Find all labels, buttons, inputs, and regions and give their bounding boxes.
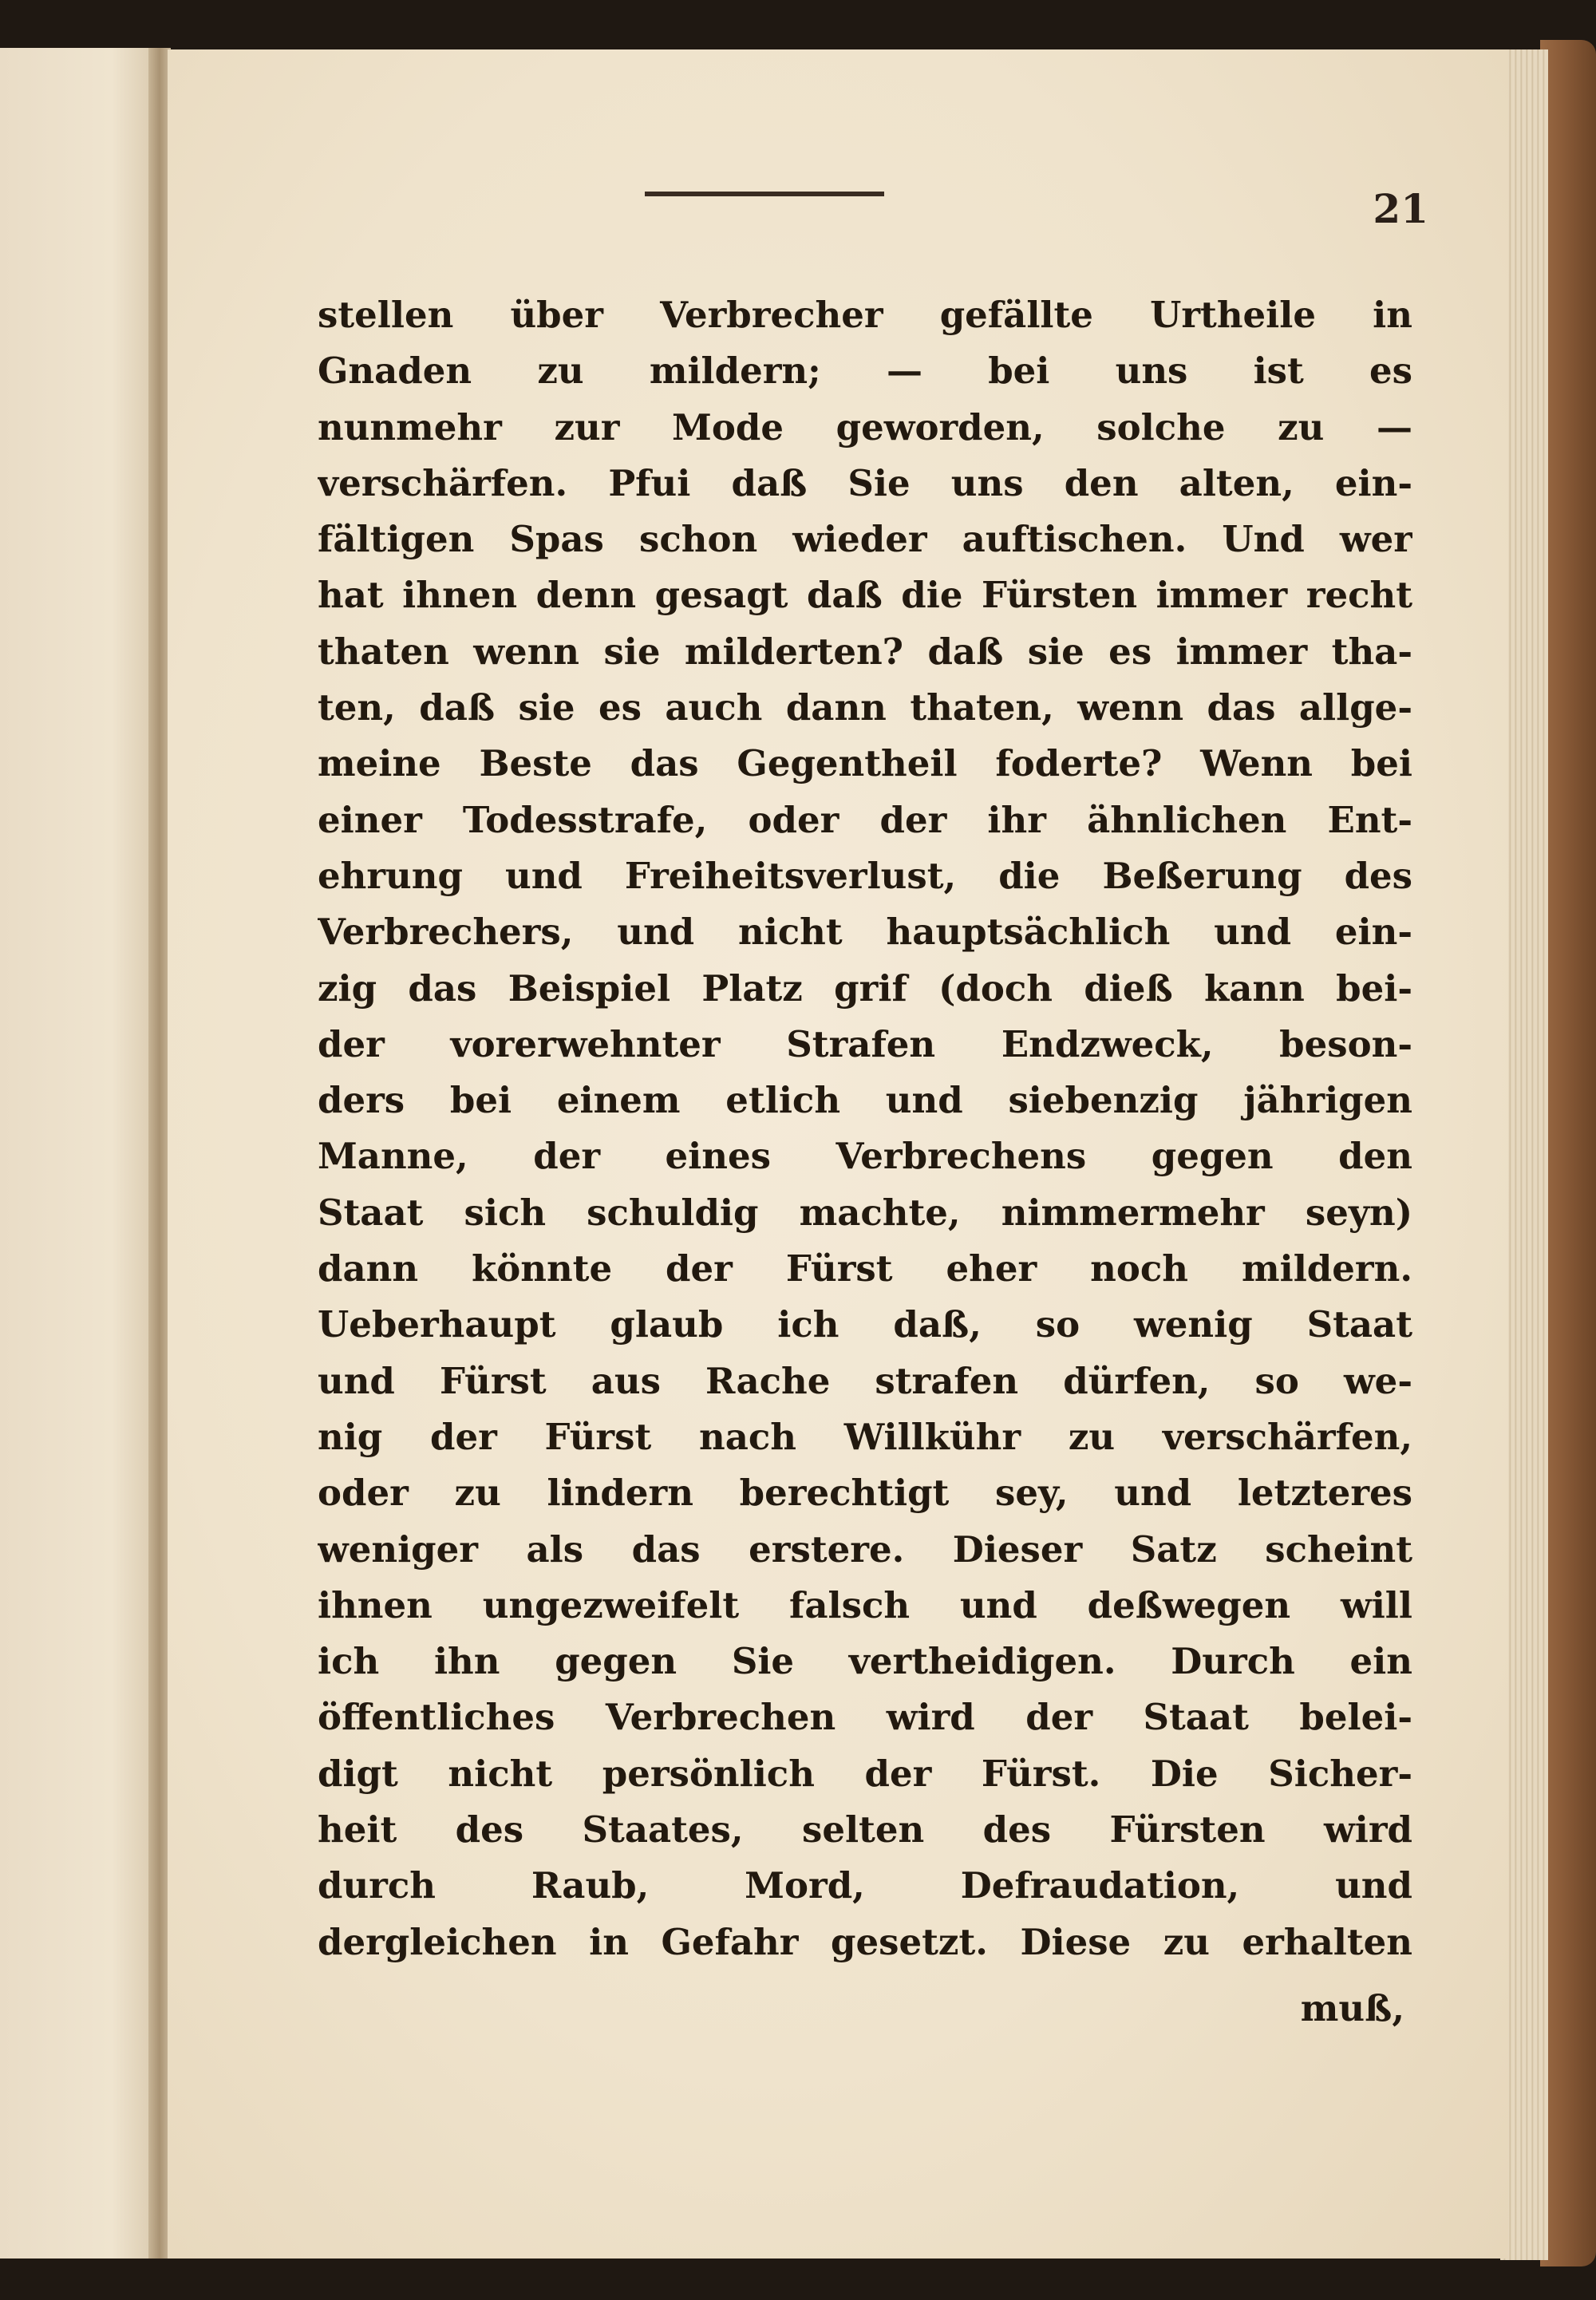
text-line: Staat sich schuldig machte, nimmermehr seyn) (318, 1191, 1412, 1234)
text-line: verschärfen. Pfui daß Sie uns den alten, ein- (318, 461, 1412, 504)
text-line: einer Todesstrafe, oder der ihr ähnlichen Ent- (318, 798, 1412, 841)
text-line: oder zu lindern berechtigt sey, und letzteres (318, 1472, 1412, 1515)
text-line: ders bei einem etlich und siebenzig jährigen (318, 1079, 1412, 1122)
text-line: digt nicht persönlich der Fürst. Die Sicher- (318, 1752, 1412, 1795)
body-text (318, 287, 1412, 1970)
text-line: öffentliches Verbrechen wird der Staat belei- (318, 1696, 1412, 1739)
text-line: Verbrechers, und nicht hauptsächlich und ein- (318, 911, 1412, 954)
text-line: nunmehr zur Mode geworden, solche zu — (318, 405, 1412, 449)
text-line: heit des Staates, selten des Fürsten wird (318, 1808, 1412, 1851)
text-line: ten, daß sie es auch dann thaten, wenn das allge- (318, 686, 1412, 729)
book-page (168, 49, 1508, 2259)
text-line: dann könnte der Fürst eher noch mildern. (318, 1247, 1412, 1290)
text-line: Manne, der eines Verbrechens gegen den (318, 1135, 1412, 1178)
text-line: dergleichen in Gefahr gesetzt. Diese zu erhalten (318, 1920, 1412, 1963)
text-line: Gnaden zu mildern; — bei uns ist es (318, 350, 1412, 393)
text-line: nig der Fürst nach Willkühr zu verschärfen, (318, 1415, 1412, 1458)
text-line: ehrung und Freiheitsverlust, die Beßerung des (318, 854, 1412, 897)
text-line: zig das Beispiel Platz grif (doch dieß kann bei- (318, 966, 1412, 1010)
left-page-edge (0, 48, 160, 2259)
book-cover-edge (1540, 40, 1596, 2266)
text-line: durch Raub, Mord, Defraudation, und (318, 1864, 1412, 1907)
text-line: meine Beste das Gegentheil foderte? Wenn bei (318, 742, 1412, 785)
text-line: weniger als das erstere. Dieser Satz scheint (318, 1527, 1412, 1571)
text-line: ich ihn gegen Sie vertheidigen. Durch ein (318, 1640, 1412, 1683)
header-rule (645, 192, 884, 196)
text-line: und Fürst aus Rache strafen dürfen, so we- (318, 1359, 1412, 1402)
text-line: Ueberhaupt glaub ich daß, so wenig Staat (318, 1303, 1412, 1346)
text-line: der vorerwehnter Strafen Endzweck, beson- (318, 1022, 1412, 1065)
text-line: thaten wenn sie milderten? daß sie es immer tha- (318, 630, 1412, 673)
text-line: stellen über Verbrecher gefällte Urtheile in (318, 294, 1412, 336)
text-line: ihnen ungezweifelt falsch und deßwegen will (318, 1583, 1412, 1626)
text-line: fältigen Spas schon wieder auftischen. Und wer (318, 518, 1412, 561)
catchword: muß, (1300, 1987, 1404, 2029)
page-number: 21 (1373, 185, 1428, 232)
text-line: hat ihnen denn gesagt daß die Fürsten immer recht (318, 574, 1412, 617)
